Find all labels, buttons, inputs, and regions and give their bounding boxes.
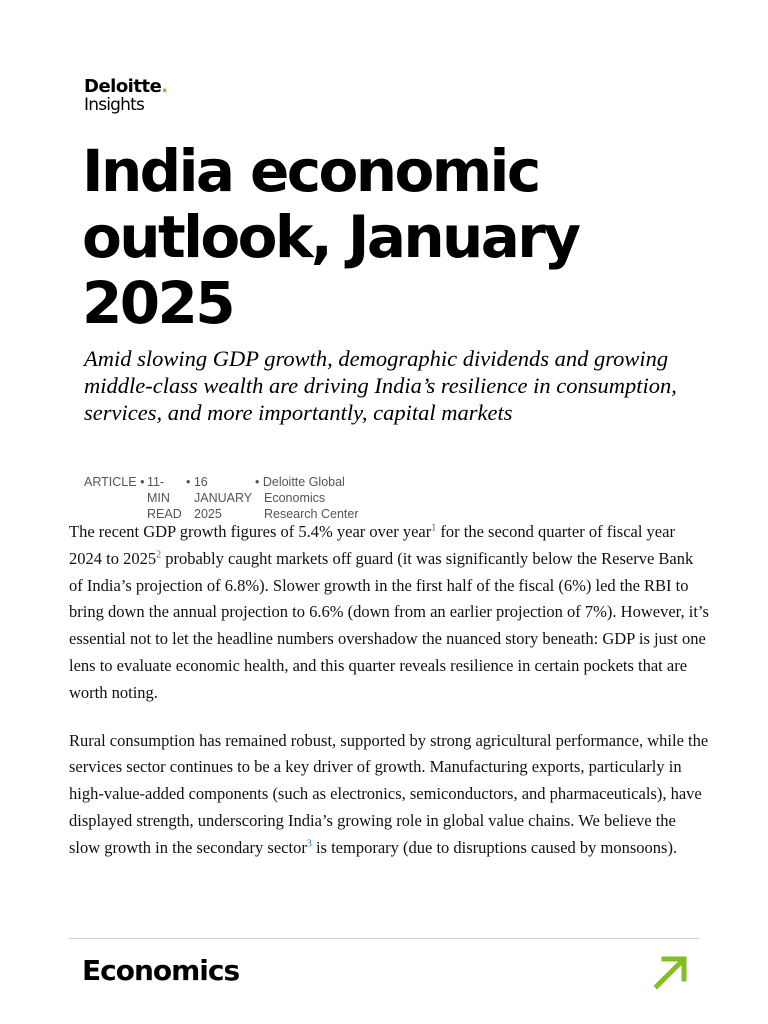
footnote-link-2[interactable]: 2 <box>156 549 162 561</box>
arrow-up-right-icon[interactable] <box>652 953 690 991</box>
brand-logo[interactable] <box>84 77 168 114</box>
brand-name: Deloitte. <box>84 76 168 97</box>
footnote-link-3[interactable]: 3 <box>306 838 312 850</box>
article-body <box>69 519 709 883</box>
paragraph-1: The recent GDP growth figures of 5.4% year over year$^1$ for the second quarter of fiscal year 2024 to 2025$^2$ probably caught markets off guard (it was significantly below the Reserve Bank of India’s projection of 6.8%). Slower growth in the first half of the fiscal (6%) led the RBI to bring down the annual projection to 6.6% (down from an earlier projection of 7%). However, it’s essential not to let the headline numbers overshadow the nuanced story beneath: GDP is just one lens to evaluate economic health, and this quarter reveals resilience in certain pockets that are worth noting. <box>69 522 709 702</box>
article-title: India economic outlook, January 2025 <box>82 137 579 337</box>
topic-link-economics[interactable]: Economics <box>82 954 240 987</box>
meta-type: ARTICLE • <box>84 475 145 489</box>
article-subtitle: Amid slowing GDP growth, demographic dividends and growing middle-class wealth are driving India’s resilience in consumption, services, and more importantly, capital markets <box>84 346 677 425</box>
brand-dot: . <box>161 76 168 97</box>
footer-divider <box>69 938 699 939</box>
meta-author[interactable]: • Deloitte Global Economics Research Center <box>255 475 359 521</box>
meta-date: • 16 JANUARY 2025 <box>186 475 253 521</box>
footnote-link-1[interactable]: 1 <box>431 522 437 534</box>
meta-read-time: 11- MIN READ <box>147 475 182 521</box>
brand-sub: Insights <box>84 95 145 115</box>
paragraph-2: Rural consumption has remained robust, supported by strong agricultural performance, while the services sector continues to be a key driver of growth. Manufacturing exports, particularly in high-value-added components (such as electronics, semiconductors, and pharmaceuticals), have displayed strength, underscoring India’s growing role in global value chains. We believe the slow growth in the secondary sector$^3$ is temporary (due to disruptions caused by monsoons). <box>69 730 709 857</box>
